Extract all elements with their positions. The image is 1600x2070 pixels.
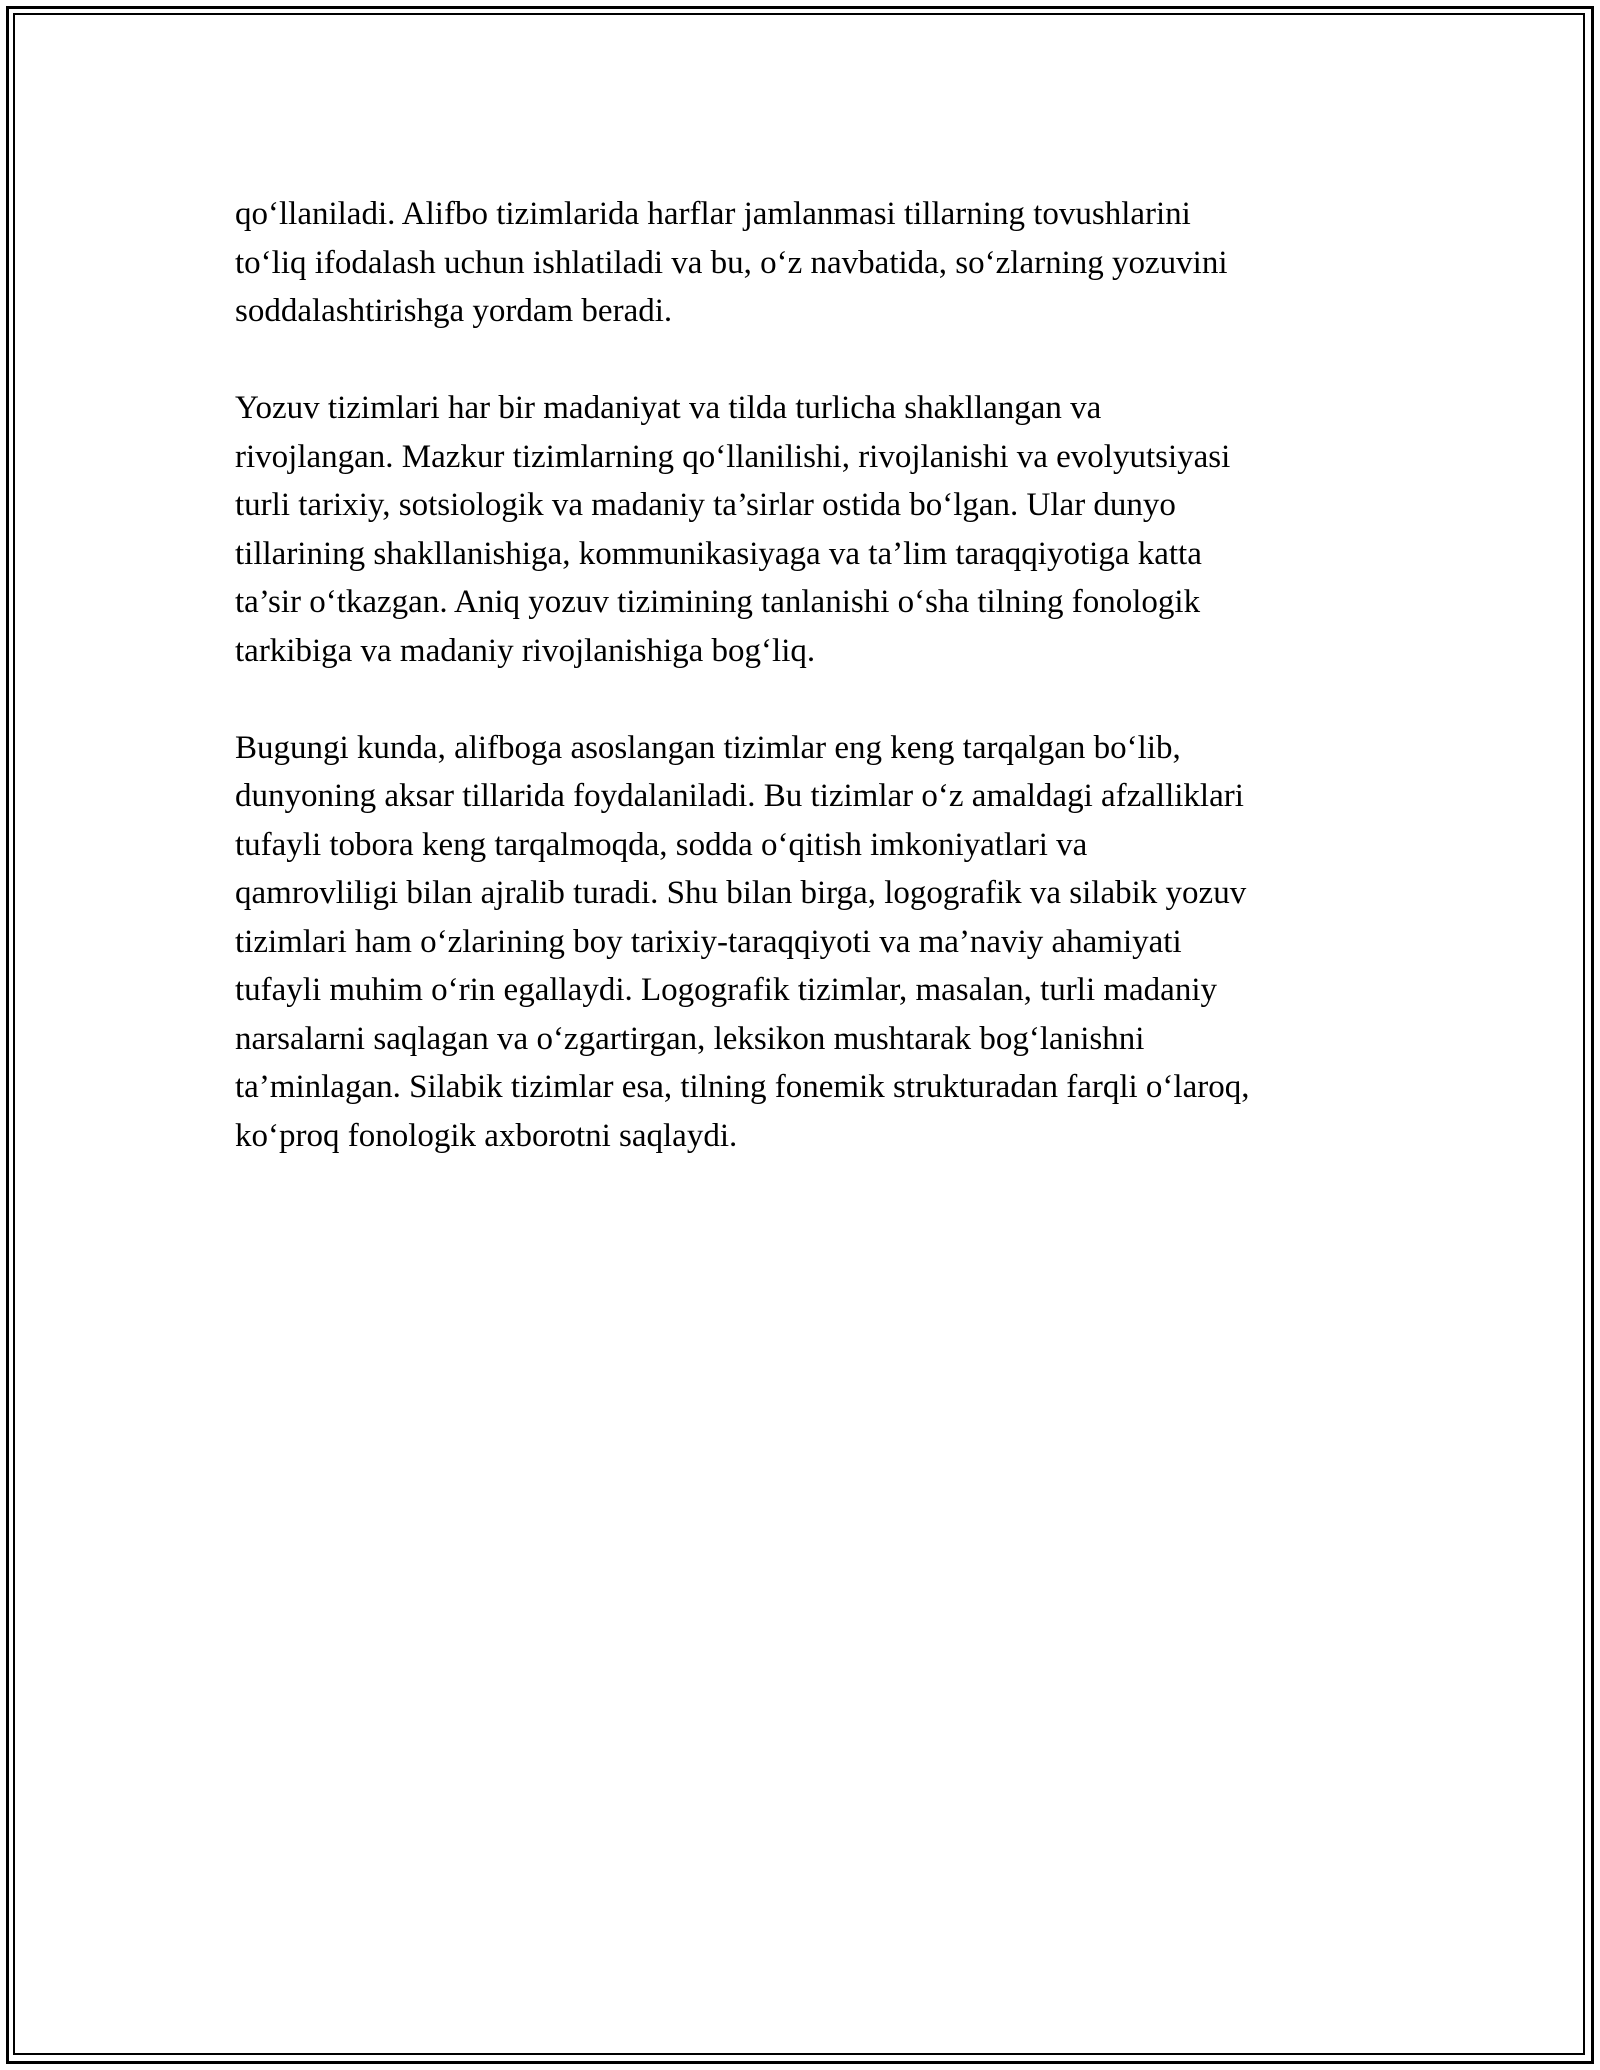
text-line: tizimlari ham o‘zlarining boy tarixiy-taraqqiyoti va ma’naviy ahamiyati bbox=[235, 923, 1182, 960]
text-line: Bugungi kunda, alifboga asoslangan tizimlar eng keng tarqalgan bo‘lib, bbox=[235, 729, 1181, 766]
text-line: rivojlangan. Mazkur tizimlarning qo‘llanilishi, rivojlanishi va evolyutsiyasi bbox=[235, 438, 1231, 475]
text-line: ta’sir o‘tkazgan. Aniq yozuv tizimining tanlanishi o‘sha tilning fonologik bbox=[235, 584, 1201, 620]
text-line: tufayli muhim o‘rin egallaydi. Logografik tizimlar, masalan, turli madaniy bbox=[235, 972, 1217, 1008]
paragraph-2 bbox=[235, 384, 1375, 675]
text-line: tufayli tobora keng tarqalmoqda, sodda o‘qitish imkoniyatlari va bbox=[235, 826, 1088, 863]
paragraph-3 bbox=[235, 724, 1375, 1161]
text-line: narsalarni saqlagan va o‘zgartirgan, leksikon mushtarak bog‘lanishni bbox=[235, 1020, 1145, 1057]
text-line: Yozuv tizimlari har bir madaniyat va tilda turlicha shakllangan va bbox=[235, 390, 1102, 426]
paragraph-1 bbox=[235, 190, 1375, 336]
text-line: tillarining shakllanishiga, kommunikasiyaga va ta’lim taraqqiyotiga katta bbox=[235, 535, 1202, 572]
text-line: qo‘llaniladi. Alifbo tizimlarida harflar jamlanmasi tillarning tovushlarini bbox=[235, 196, 1191, 232]
text-line: qamrovliligi bilan ajralib turadi. Shu bilan birga, logografik va silabik yozuv bbox=[235, 875, 1247, 911]
text-line: tarkibiga va madaniy rivojlanishiga bog‘liq. bbox=[235, 632, 816, 669]
text-line: ko‘proq fonologik axborotni saqlaydi. bbox=[235, 1117, 738, 1154]
text-line: turli tarixiy, sotsiologik va madaniy ta’sirlar ostida bo‘lgan. Ular dunyo bbox=[235, 487, 1176, 523]
text-line: to‘liq ifodalash uchun ishlatiladi va bu, o‘z navbatida, so‘zlarning yozuvini bbox=[235, 244, 1228, 281]
text-line: soddalashtirishga yordam beradi. bbox=[235, 293, 673, 329]
text-line: dunyoning aksar tillarida foydalaniladi. Bu tizimlar o‘z amaldagi afzalliklari bbox=[235, 778, 1244, 814]
text-line: ta’minlagan. Silabik tizimlar esa, tilning fonemik strukturadan farqli o‘laroq, bbox=[235, 1069, 1250, 1105]
document-body bbox=[235, 190, 1375, 1209]
